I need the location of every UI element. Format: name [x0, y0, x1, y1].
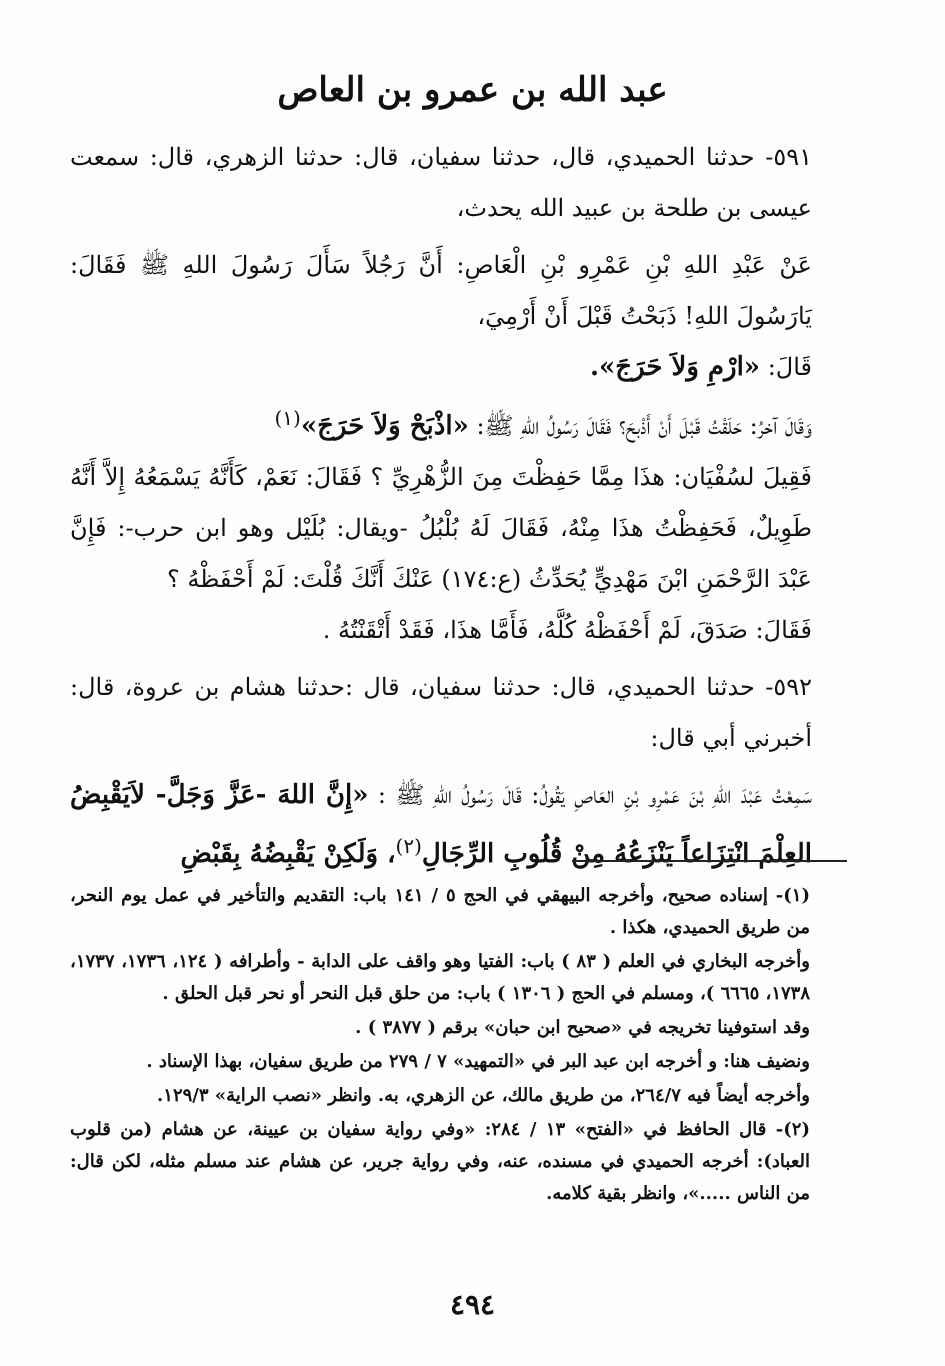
hadith-592-isnad: ٥٩٢- حدثنا الحميدي، قال: حدثنا سفيان، قال :حدثنا هشام بن عروة، قال: أخبرني أبي قال: [70, 673, 812, 752]
hadith-592-prefix: سَمِعْتُ عَبْدَ اللهِ بْنَ عَمْرِو بْنِ العَاصِ يَقُولُ: قَالَ رَسُولُ اللهِ ﷺ : [368, 781, 812, 809]
footnote-divider [572, 860, 847, 862]
hadith-591-answer-2 [70, 393, 850, 452]
answer-2-quote: «اذْبَحْ وَلاَ حَرَجَ» [300, 411, 469, 441]
footnote-ref-2: (٢) [395, 834, 422, 858]
footnote-1-ibn-hibban: وقد استوفينا تخريجه في «صحيح ابن حبان» برقم ( ٣٨٧٧ ) . [355, 1017, 810, 1038]
hadith-591-discussion: فَقِيلَ لسُفْيَان: هذَا مِمَّا حَفِظْتَ مِنَ الزُّهْرِيِّ ؟ فَقَالَ: نَعَمْ، كَأَنَّهُ يَسْمَعُهُ إِلاَّ أَنَّهُ طَوِيلٌ، فَحَفِظْتُ هذَا مِنْهُ، فَقَالَ لَهُ بُلْبُلُ -ويقال: بُلَيْل وهو ابن حرب-: فَإِنَّ عَبْدَ الرَّحْمَنِ ابْنَ مَهْدِيٍّ يُحَدِّثُ (ع:١٧٤) عَنْكَ أَنَّكَ قُلْتَ: لَمْ أَحْفَظْهُ ؟ [70, 463, 812, 593]
main-text [70, 132, 850, 880]
footnote-1: (١)- إسناده صحيح، وأخرجه البيهقي في الحج ٥ / ١٤١ باب: التقديم والتأخير في عمل يوم النحر، من طريق الحميدي، هكذا . [70, 885, 810, 938]
hadith-591-conclusion: فَقَالَ: صَدَقَ، لَمْ أَحْفَظْهُ كُلَّهُ، فَأَمَّا هذَا، فَقَدْ أَتْقَنْتُهُ . [322, 616, 812, 644]
hadith-592-tail: ، وَلَكِنْ يَقْبِضُهُ بِقَبْضِ [180, 839, 396, 869]
hadith-591-matn: عَنْ عَبْدِ اللهِ بْنِ عَمْرِو بْنِ الْعَاصِ: أَنَّ رَجُلاً سَأَلَ رَسُولَ اللهِ ﷺ فَقَالَ: يَارَسُولَ اللهِ! ذَبَحْتُ قَبْلَ أَنْ أَرْمِيَ، [70, 251, 812, 330]
answer-1-prefix: قَالَ: [760, 353, 812, 381]
footnote-1-takhrij: وأخرجه البخاري في العلم ( ٨٣ ) باب: الفتيا وهو واقف على الدابة - وأطرافه ( ١٢٤، ١٧٣٦، ١٧٣٧، ١٧٣٨، ٦٦٦٥ )، ومسلم في الحج ( ١٣٠٦ ) باب: من حلق قبل النحر أو نحر قبل الحلق . [70, 951, 811, 1004]
hadith-592-matn [70, 770, 850, 880]
footnote-2: (٢)- قال الحافظ في «الفتح» ١٣ / ٢٨٤: «وفي رواية سفيان بن عيينة، عن هشام (من قلوب العباد): أخرجه الحميدي في مسنده، عنه، وفي رواية جرير، عن هشام عند مسلم مثله، لكن قال: من الناس .....»، وانظر بقية كلامه. [70, 1119, 810, 1204]
answer-1-quote: «ارْمِ وَلاَ حَرَجَ». [589, 352, 761, 382]
hadith-592-quote: «إِنَّ اللهَ -عَزَّ وَجَلَّ- لاَيَقْبِضُ العِلْمَ انْتِزَاعاً يَنْزَعُهُ مِنْ قُلُوبِ الرِّجَالِ [70, 780, 812, 869]
page-title: عبد الله بن عمرو بن العاص [277, 70, 668, 110]
footnote-1-malik: وأخرجه أيضاً فيه ٢٦٤/٧، من طريق مالك، عن الزهري، به. وانظر «نصب الراية» ١٢٩/٣. [157, 1085, 810, 1106]
footnote-ref-1: (١) [274, 406, 301, 430]
hadith-591-answer-1 [70, 342, 850, 393]
hadith-591-isnad: ٥٩١- حدثنا الحميدي، قال، حدثنا سفيان، قال: حدثنا الزهري، قال: سمعت عيسى بن طلحة بن عبيد الله يحدث، [70, 143, 812, 222]
page-number: ٤٩٤ [449, 1288, 496, 1321]
footnotes [70, 880, 850, 1212]
answer-2-prefix: وَقَالَ آخرُ: حَلَقْتُ قَبْلَ أَنْ أَذْبحَ؟ فَقَالَ رَسُولُ اللهِ ﷺ: [468, 412, 812, 440]
footnote-1-tamhid: ونضيف هنا: و أخرجه ابن عبد البر في «التمهيد» ٧ / ٢٧٩ من طريق سفيان، بهذا الإسناد . [146, 1051, 810, 1072]
